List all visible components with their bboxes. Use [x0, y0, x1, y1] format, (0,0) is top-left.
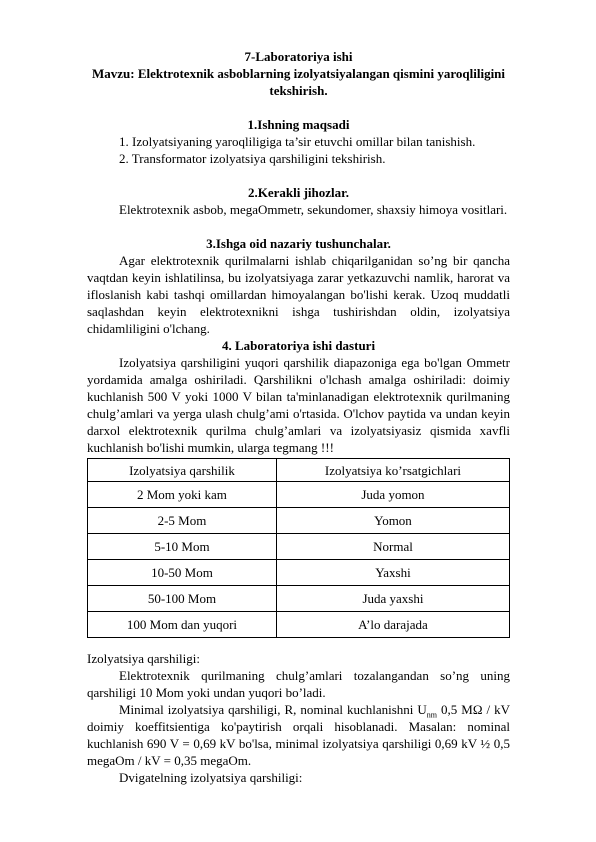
- cleaned-windings-paragraph: Elektrotexnik qurilmaning chulg’amlari tozalangandan so’ng uning qarshiligi 10 Mom yoki undan yuqori bo’ladi.: [87, 668, 510, 700]
- section-heading-program: 4. Laboratoriya ishi dasturi: [221, 338, 376, 353]
- table-cell: 2 Mom yoki kam: [88, 482, 277, 508]
- table-cell: Normal: [276, 534, 509, 560]
- table-cell: 10-50 Mom: [88, 560, 277, 586]
- minimal-resistance-paragraph: [87, 701, 510, 769]
- table-row: [88, 586, 510, 612]
- table-cell: Yaxshi: [276, 560, 509, 586]
- table-cell: A’lo darajada: [276, 612, 509, 638]
- table-cell: Yomon: [276, 508, 509, 534]
- equipment-text: Elektrotexnik asbob, megaOmmetr, sekundomer, shaxsiy himoya vositlari.: [119, 202, 508, 217]
- table-cell: Juda yaxshi: [276, 586, 509, 612]
- resistance-label: Izolyatsiya qarshiligi:: [87, 651, 201, 666]
- table-row: [88, 612, 510, 638]
- table-cell: 2-5 Mom: [88, 508, 277, 534]
- lab-title: 7-Laboratoriya ishi: [244, 49, 353, 64]
- table-header-row: [88, 459, 510, 482]
- goal-item: 1. Izolyatsiyaning yaroqliligiga ta’sir etuvchi omillar bilan tanishish.: [119, 134, 476, 149]
- table-header-cell: Izolyatsiya qarshilik: [88, 459, 277, 482]
- table-cell: 100 Mom dan yuqori: [88, 612, 277, 638]
- minimal-resistance-text-end: 0,5 MΩ / kV doimiy koeffitsientiga ko'paytirish orqali hisoblanadi. Masalan: nominal kuchlanish 690 V = 0,69 kV bo'lsa, minimal izolyatsiya qarshiligi 0,69 kV ½ 0,5 megaOm / kV = 0,35 megaOm.: [87, 702, 510, 768]
- section-heading-theory: 3.Ishga oid nazariy tushunchalar.: [206, 236, 391, 251]
- table-row: [88, 534, 510, 560]
- document-page: [87, 48, 510, 786]
- topic-title: Mavzu: Elektrotexnik asboblarning izolyatsiyalangan qismini yaroqliligini tekshirish.: [91, 66, 506, 98]
- table-row: [88, 508, 510, 534]
- section-heading-goal: 1.Ishning maqsadi: [247, 117, 350, 132]
- theory-paragraph: Agar elektrotexnik qurilmalarni ishlab chiqarilganidan so’ng bir qancha vaqtdan keyin ishlatilinsa, bu izolyatsiyaga zarar yetkazuvchi namlik, harorat va ifloslanish kabi tashqi omillardan himoyalangan bo'lishi kerak. Uzoq muddatli saqlashdan keyin elektrotexnikni ishga tushirishdan oldin, izolyatsiya chidamliligini o'lchang.: [87, 253, 510, 336]
- table-row: [88, 560, 510, 586]
- goal-item: 2. Transformator izolyatsiya qarshiligini tekshirish.: [119, 151, 386, 166]
- table-cell: Juda yomon: [276, 482, 509, 508]
- table-cell: 5-10 Mom: [88, 534, 277, 560]
- nominal-subscript: nm: [426, 710, 438, 720]
- insulation-table: [87, 458, 510, 638]
- section-heading-equipment: 2.Kerakli jihozlar.: [248, 185, 349, 200]
- table-row: [88, 482, 510, 508]
- program-paragraph: Izolyatsiya qarshiligini yuqori qarshilik diapazoniga ega bo'lgan Ommetr yordamida amalga oshiriladi. Qarshilikni o'lchash amalga oshiriladi: doimiy kuchlanish 500 V yoki 1000 V bilan ta'minlanadigan elektrotexnik qurilmaning chulg’amlari va yerga ulash chulg’ami o'rtasida. O'lchov paytida va undan keyin darxol elektrotexnik qurilma chulg’amlari va izolyatsiyasiz qismida xavfli kuchlanish bo'lishi mumkin, ularga tegmang !!!: [87, 355, 510, 455]
- minimal-resistance-text-start: Minimal izolyatsiya qarshiligi, R, nominal kuchlanishni U: [119, 702, 427, 717]
- table-header-cell: Izolyatsiya ko’rsatgichlari: [276, 459, 509, 482]
- motor-resistance-label: Dvigatelning izolyatsiya qarshiligi:: [119, 770, 303, 785]
- table-cell: 50-100 Mom: [88, 586, 277, 612]
